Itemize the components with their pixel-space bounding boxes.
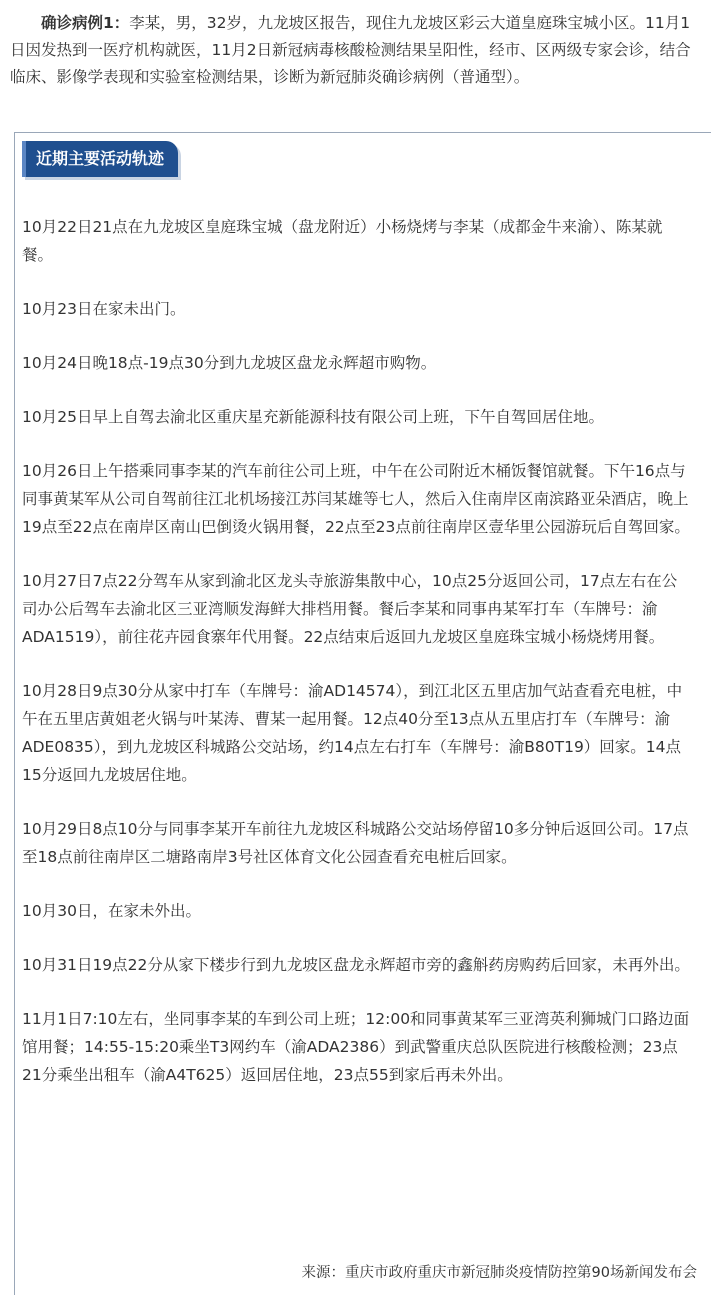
activity-entry: 10月31日19点22分从家下楼步行到九龙坡区盘龙永辉超市旁的鑫斛药房购药后回家，未再外出。 xyxy=(22,956,690,974)
case-label: 确诊病例1： xyxy=(41,14,130,32)
activity-entry: 10月23日在家未出门。 xyxy=(22,300,186,318)
source-note: 来源：重庆市政府重庆市新冠肺炎疫情防控第90场新闻发布会 xyxy=(301,1265,697,1281)
activity-entry: 10月29日8点10分与同事李某开车前往九龙坡区科城路公交站场停留10多分钟后返回公司。17点至18点前往南岸区二塘路南岸3号社区体育文化公园查看充电桩后回家。 xyxy=(22,820,689,866)
case-description: 李某，男，32岁，九龙坡区报告，现住九龙坡区彩云大道皇庭珠宝城小区。11月1日因发热到一医疗机构就医，11月2日新冠病毒核酸检测结果呈阳性，经市、区两级专家会诊，结合临床、影像学表现和实验室检测结果，诊断为新冠肺炎确诊病例（普通型）。 xyxy=(10,14,691,86)
activity-entry: 10月30日，在家未外出。 xyxy=(22,902,201,920)
activity-entry: 10月22日21点在九龙坡区皇庭珠宝城（盘龙附近）小杨烧烤与李某（成都金牛来渝）、陈某就餐。 xyxy=(22,218,663,264)
activity-entry: 10月24日晚18点-19点30分到九龙坡区盘龙永辉超市购物。 xyxy=(22,354,437,372)
activity-entry: 10月25日早上自驾去渝北区重庆星充新能源科技有限公司上班，下午自驾回居住地。 xyxy=(22,408,604,426)
activity-entry: 10月27日7点22分驾车从家到渝北区龙头寺旅游集散中心，10点25分返回公司，17点左右在公司办公后驾车去渝北区三亚湾顺发海鲜大排档用餐。餐后李某和同事冉某军打车（车牌号：渝ADA1519），前往花卉园食寨年代用餐。22点结束后返回九龙坡区皇庭珠宝城小杨烧烤用餐。 xyxy=(22,572,678,646)
case-intro xyxy=(10,10,700,91)
activity-entry: 10月26日上午搭乘同事李某的汽车前往公司上班，中午在公司附近木桶饭餐馆就餐。下午16点与同事黄某军从公司自驾前往江北机场接江苏闫某雄等七人，然后入住南岸区南滨路亚朵酒店，晚上19点至22点在南岸区南山巴倒烫火锅用餐，22点至23点前往南岸区壹华里公园游玩后自驾回家。 xyxy=(22,462,690,536)
activity-list xyxy=(22,213,692,1115)
section-title: 近期主要活动轨迹 xyxy=(22,141,178,177)
activity-entry: 10月28日9点30分从家中打车（车牌号：渝AD14574），到江北区五里店加气站查看充电桩，中午在五里店黄姐老火锅与叶某涛、曹某一起用餐。12点40分至13点从五里店打车（车牌号：渝ADE0835），到九龙坡区科城路公交站场，约14点左右打车（车牌号：渝B80T19）回家。14点15分返回九龙坡居住地。 xyxy=(22,682,683,784)
activity-entry: 11月1日7:10左右，坐同事李某的车到公司上班；12:00和同事黄某军三亚湾英利狮城门口路边面馆用餐；14:55-15:20乘坐T3网约车（渝ADA2386）到武警重庆总队医院进行核酸检测；23点21分乘坐出租车（渝A4T625）返回居住地，23点55到家后再未外出。 xyxy=(22,1010,690,1084)
